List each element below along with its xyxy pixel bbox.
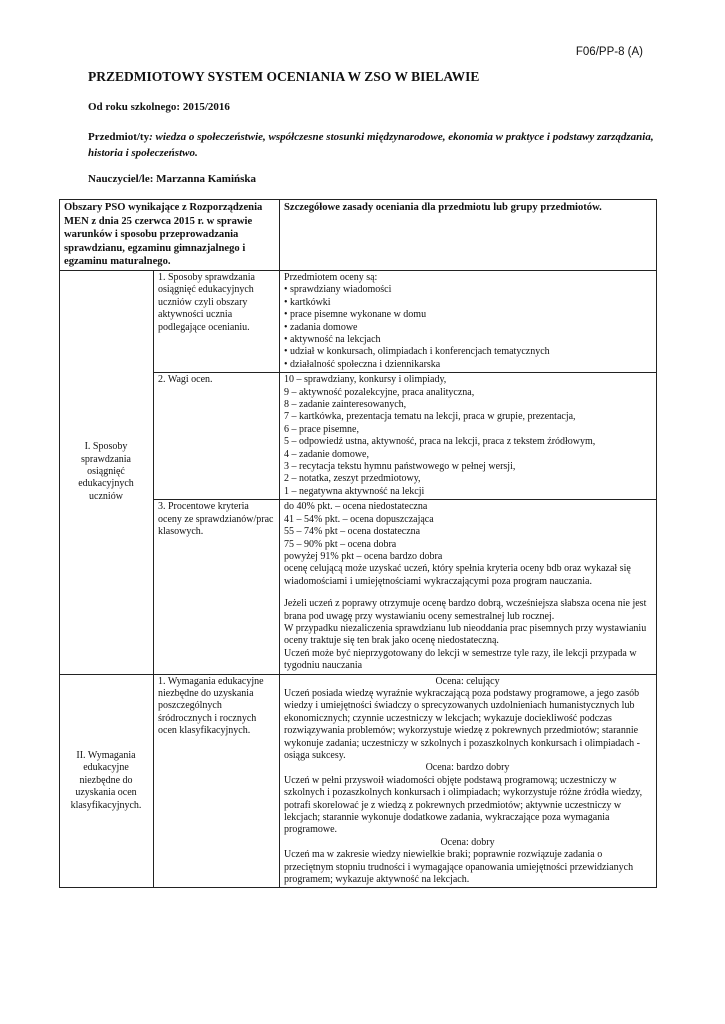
line: 41 – 54% pkt. – ocena dopuszczająca bbox=[284, 513, 434, 525]
line: 9 – aktywność pozalekcyjne, praca analityczna, bbox=[284, 386, 475, 398]
table-row bbox=[60, 270, 657, 372]
document-code: F06/PP-8 (A) bbox=[575, 46, 643, 58]
line: 7 – kartkówka, prezentacja tematu na lekcji, praca w grupie, prezentacja, bbox=[284, 411, 576, 423]
line: • zadania domowe bbox=[284, 321, 358, 333]
area-2-label: II. Wymagania edukacyjne niezbędne do uzyskania ocen klasyfikacyjnych. bbox=[60, 674, 154, 888]
line: 4 – zadanie domowe, bbox=[284, 448, 369, 460]
line: Przedmiotem oceny są: bbox=[284, 271, 378, 283]
grade-text: Uczeń posiada wiedzę wyraźnie wykraczającą poza podstawy programowe, a jego zasób wiedzy i umiejętności świadczy o sprecyzowanych uzdolnieniach humanistycznych lub ekonomicznych; czynnie uczestniczy w lekcjach; wykazuje dociekliwość podczas rozwiązywania problemów; wykorzystuje wiedzę z pokrewnych przedmiotów; starannie wykonuje zadania; uczestniczy w szkolnych i pozaszkolnych konkursach i olimpiadach - osiąga sukcesy. bbox=[284, 687, 641, 761]
row-content bbox=[280, 674, 657, 888]
subject-label: Przedmiot/ty bbox=[88, 131, 150, 143]
grade-text: Uczeń w pełni przyswoił wiadomości objęte podstawą programową; uczestniczy w szkolnych i pozaszkolnych konkursach i olimpiadach; wykorzystuje różne źródła wiedzy, potrafi skorelować je z wiedzą z pokrewnych przedmiotów; aktywnie uczestniczy w lekcjach; starannie wykonuje dodatkowe zadania, wykraczające poza wymagania programowe. bbox=[284, 774, 643, 836]
subject-line bbox=[88, 129, 663, 161]
school-year: Od roku szkolnego: 2015/2016 bbox=[88, 101, 230, 113]
line: ocenę celującą może uzyskać uczeń, który spełnia kryteria oceny bdb oraz wykazał się wiadomościami i umiejętnościami wykraczającymi poza program nauczania. bbox=[284, 563, 631, 587]
teacher-line: Nauczyciel/le: Marzanna Kamińska bbox=[88, 173, 257, 185]
row-label: 2. Wagi ocen. bbox=[154, 373, 280, 500]
line: 3 – recytacja tekstu hymnu państwowego w pełnej wersji, bbox=[284, 461, 516, 473]
header-areas: Obszary PSO wynikające z Rozporządzenia MEN z dnia 25 czerwca 2015 r. w sprawie warunków i sposobu przeprowadzania sprawdzianu, egzaminu gimnazjalnego i egzaminu maturalnego. bbox=[60, 200, 280, 271]
line: • kartkówki bbox=[284, 296, 331, 308]
line: 2 – notatka, zeszyt przedmiotowy, bbox=[284, 473, 421, 485]
line: 75 – 90% pkt – ocena dobra bbox=[284, 538, 397, 550]
subject-value: : wiedza o społeczeństwie, współczesne stosunki międzynarodowe, ekonomia w praktyce i podstawy zarządzania, historia i społeczeństwo. bbox=[88, 131, 654, 159]
document-title: PRZEDMIOTOWY SYSTEM OCENIANIA W ZSO W BIELAWIE bbox=[88, 69, 480, 84]
line: 5 – odpowiedź ustna, aktywność, praca na lekcji, praca z tekstem źródłowym, bbox=[284, 436, 596, 448]
line: • udział w konkursach, olimpiadach i konferencjach tematycznych bbox=[284, 346, 550, 358]
spacer bbox=[284, 588, 651, 598]
area-1-label: I. Sposoby sprawdzania osiągnięć edukacyjnych uczniów bbox=[60, 270, 154, 674]
line: • sprawdziany wiadomości bbox=[284, 284, 392, 296]
row-label: 1. Wymagania edukacyjne niezbędne do uzyskania poszczególnych śródrocznych i rocznych ocen klasyfikacyjnych. bbox=[154, 674, 280, 888]
line: • aktywność na lekcjach bbox=[284, 334, 381, 345]
row-content bbox=[280, 270, 657, 372]
grade-heading: Ocena: bardzo dobry bbox=[425, 762, 510, 774]
table-row bbox=[60, 674, 657, 888]
row-label: 1. Sposoby sprawdzania osiągnięć edukacyjnych uczniów czyli obszary aktywności ucznia podlegające ocenianiu. bbox=[154, 270, 280, 372]
line: 1 – negatywna aktywność na lekcji bbox=[284, 485, 425, 497]
grade-heading: Ocena: celujący bbox=[435, 675, 500, 687]
line: Uczeń może być nieprzygotowany do lekcji w semestrze tyle razy, ile lekcji przypada w tygodniu nauczania bbox=[284, 647, 637, 672]
line: 8 – zadanie zainteresowanych, bbox=[284, 399, 407, 411]
line: 10 – sprawdziany, konkursy i olimpiady, bbox=[284, 374, 447, 386]
row-content bbox=[280, 500, 657, 674]
row-label: 3. Procentowe kryteria oceny ze sprawdzianów/prac klasowych. bbox=[154, 500, 280, 674]
line: 55 – 74% pkt – ocena dostateczna bbox=[284, 526, 421, 538]
line: 6 – prace pisemne, bbox=[284, 423, 359, 435]
line: W przypadku niezaliczenia sprawdzianu lub nieoddania prac pisemnych przy wystawianiu oceny traktuje się ten brak jako ocenę niedostateczną. bbox=[284, 622, 647, 647]
line: do 40% pkt. – ocena niedostateczna bbox=[284, 501, 428, 513]
line: • działalność społeczna i dziennikarska bbox=[284, 358, 441, 370]
table-header-row bbox=[60, 200, 657, 271]
line: • prace pisemne wykonane w domu bbox=[284, 309, 427, 321]
row-content bbox=[280, 373, 657, 500]
header-rules: Szczegółowe zasady oceniania dla przedmiotu lub grupy przedmiotów. bbox=[280, 200, 657, 271]
line: Jeżeli uczeń z poprawy otrzymuje ocenę bardzo dobrą, wcześniejsza słabsza ocena nie jest brana pod uwagę przy wystawianiu oceny semestralnej lub rocznej. bbox=[284, 598, 647, 622]
grade-heading: Ocena: dobry bbox=[440, 836, 495, 848]
grading-table bbox=[59, 199, 657, 888]
line: powyżej 91% pkt – ocena bardzo dobra bbox=[284, 550, 443, 562]
grade-text: Uczeń ma w zakresie wiedzy niewielkie braki; poprawnie rozwiązuje zadania o przeciętnym stopniu trudności i wymagające opanowania umiejętności przewidzianych programem; wykazuje aktywność na lekcjach. bbox=[284, 849, 634, 886]
